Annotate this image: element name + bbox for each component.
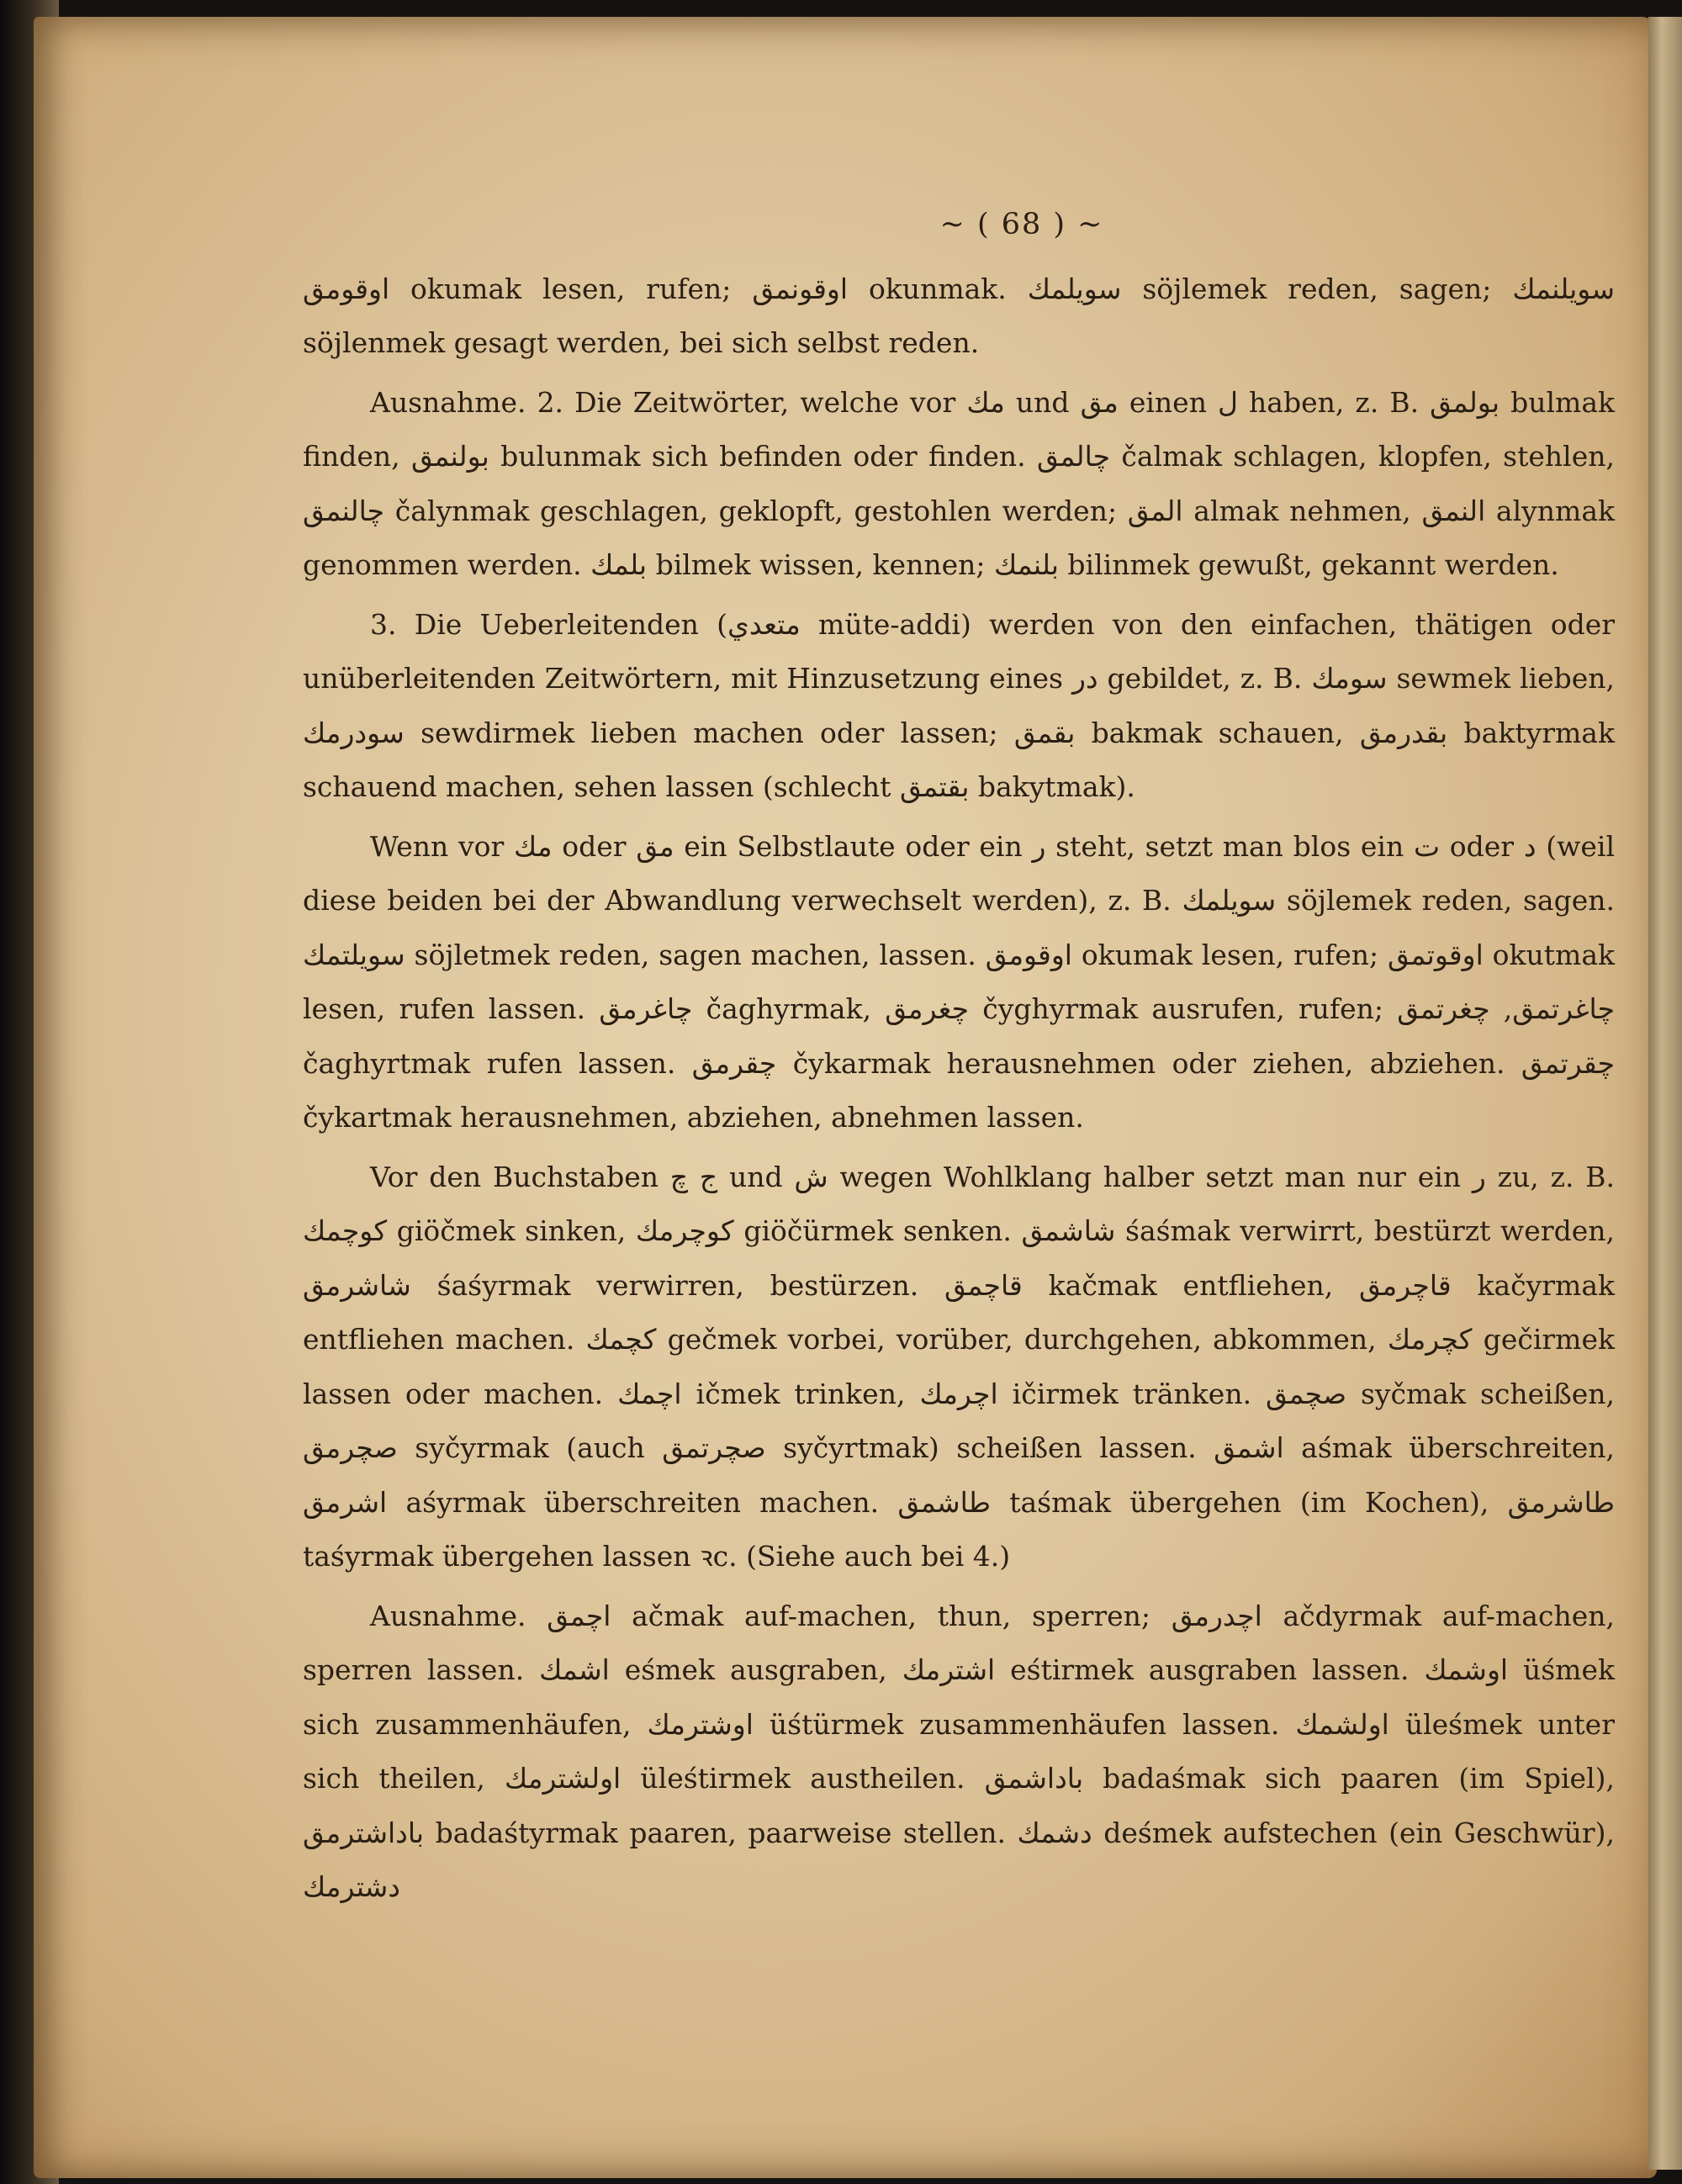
paragraph-exception-final: Ausnahme. اچمق ačmak auf-machen, thun, sperren; اچدرمق ačdyrmak auf-machen, sperren lassen. اشمك eśmek ausgraben, اشترمك eśtirmek ausgraben lassen. اوشمك üśmek sich zusammenhäufen, اوشترمك üśtürmek zusammenhäufen lassen. اولشمك üleśmek unter sich theilen, اولشترمك üleśtirmek austheilen. باداشمق badaśmak sich paaren (im Spiel), باداشترمق badaśtyrmak paaren, paarweise stellen. دشمك deśmek aufstechen (ein Geschwür), دشترمك (303, 1599, 1616, 1903)
page-text-block (303, 198, 1615, 1915)
paragraph-vowel-rule: Wenn vor مك oder مق ein Selbstlaute oder ein ر steht, setzt man blos ein ت oder د (weil diese beiden bei der Abwandlung verwechselt werden), z. B. سويلمك söjlemek reden, sagen. سويلتمك söjletmek reden, sagen machen, lassen. اوقومق okumak lesen, rufen; اوقوتمق okutmak lesen, rufen lassen. چاغرمق čaghyrmak, چغرمق čyghyrmak ausrufen, rufen; چاغرتمق, چغرتمق čaghyrtmak rufen lassen. چقرمق čykarmak herausnehmen oder ziehen, abziehen. چقرتمق čykartmak herausnehmen, abziehen, abnehmen lassen. (303, 829, 1616, 1134)
next-page-edge (1648, 17, 1682, 2170)
paragraph-rule-3: 3. Die Ueberleitenden (متعدي müte-addi) werden von den einfachen, thätigen oder unüberleitenden Zeitwörtern, mit Hinzusetzung eines در gebildet, z. B. سومك sewmek lieben, سودرمك sewdirmek lieben machen oder lassen; بقمق bakmak schauen, بقدرمق baktyrmak schauend machen, sehen lassen (schlecht بقتمق bakytmak). (303, 607, 1615, 803)
page-number-header: ~ ( 68 ) ~ (939, 208, 1104, 241)
paragraph-consonant-rule: Vor den Buchstaben ج چ und ش wegen Wohlklang halber setzt man nur ein ر zu, z. B. كوچمك giöčmek sinken, كوچرمك giöčürmek senken. شاشمق śaśmak verwirrt, bestürzt werden, شاشرمق śaśyrmak verwirren, bestürzen. قاچمق kačmak entfliehen, قاچرمق kačyrmak entfliehen machen. كچمك gečmek vorbei, vorüber, durchgehen, abkommen, كچرمك gečirmek lassen oder machen. اچمك ičmek trinken, اچرمك ičirmek tränken. صچمق syčmak scheißen, صچرمق syčyrmak (auch صچرتمق syčyrtmak) scheißen lassen. اشمق aśmak überschreiten, اشرمق aśyrmak überschreiten machen. طاشمق taśmak übergehen (im Kochen), طاشرمق taśyrmak übergehen lassen ꝛc. (Siehe auch bei 4.) (303, 1160, 1616, 1573)
paragraph-exception-2: Ausnahme. 2. Die Zeitwörter, welche vor مك und مق einen ل haben, z. B. بولمق bulmak finden, بولنمق bulunmak sich befinden oder finden. چالمق čalmak schlagen, klopfen, stehlen, چالنمق čalynmak geschlagen, geklopft, gestohlen werden; المق almak nehmen, النمق alynmak genommen werden. بلمك bilmek wissen, kennen; بلنمك bilinmek gewußt, gekannt werden. (303, 385, 1616, 581)
paragraph-1: اوقومق okumak lesen, rufen; اوقونمق okunmak. سويلمك söjlemek reden, sagen; سويلنمك söjlenmek gesagt werden, bei sich selbst reden. (303, 272, 1615, 359)
book-page (34, 17, 1657, 2178)
